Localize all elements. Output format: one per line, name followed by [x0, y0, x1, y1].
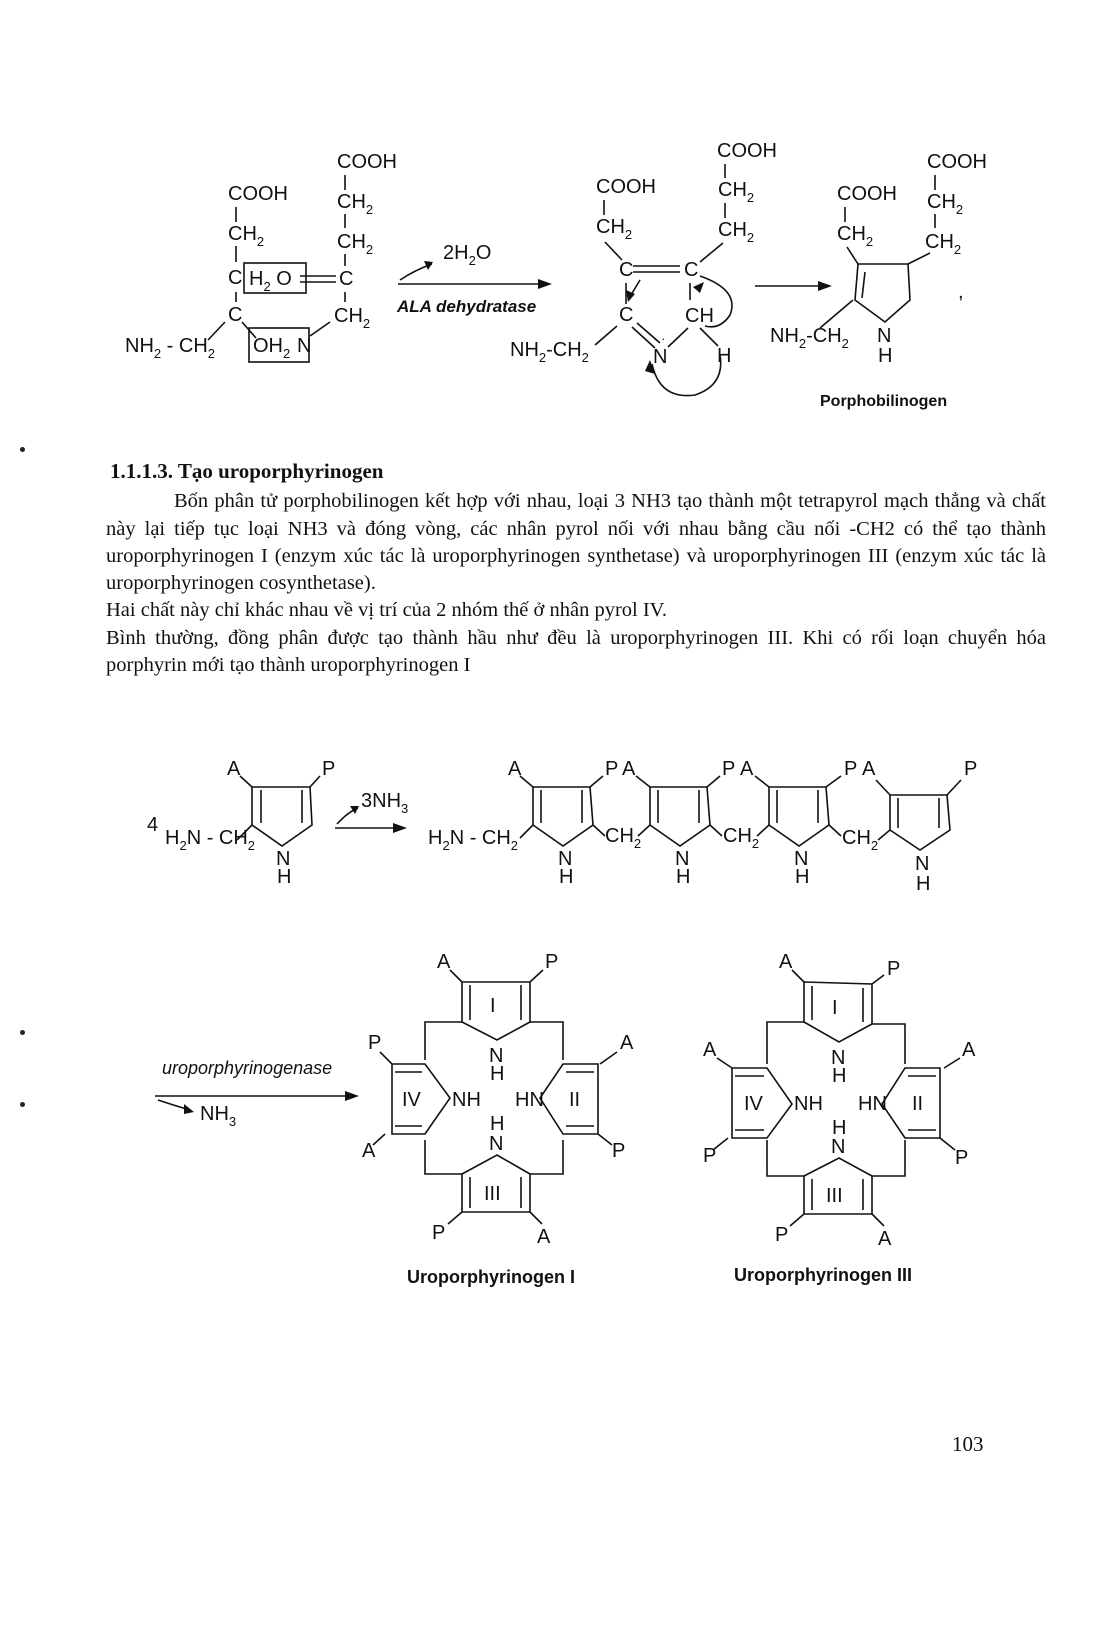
- svg-text:C: C: [228, 267, 243, 289]
- svg-text:H: H: [717, 345, 732, 367]
- svg-text:NH: NH: [452, 1089, 481, 1111]
- svg-text:I: I: [832, 997, 838, 1019]
- paragraph-2: Hai chất này chỉ khác nhau về vị trí của 2 nhóm thế ở nhân pyrol IV.: [106, 599, 667, 622]
- svg-text:CH2: $CH_2$: [334, 305, 371, 331]
- svg-text:N: N: [489, 1133, 504, 1155]
- svg-text:A: A: [362, 1140, 376, 1162]
- svg-text:A: A: [878, 1228, 892, 1250]
- svg-text:COOH: COOH: [927, 151, 987, 173]
- svg-text:N: N: [489, 1045, 504, 1067]
- svg-text:H: H: [490, 1063, 505, 1085]
- svg-text:A: A: [622, 758, 636, 780]
- uroporphyrinogen-III: [703, 951, 976, 1285]
- reaction-arrow-2: [755, 281, 832, 291]
- margin-mark: [20, 1030, 25, 1035]
- svg-text:P: P: [545, 951, 559, 973]
- svg-text:CH2: $CH_2$: [842, 827, 879, 853]
- svg-text:C: C: [228, 304, 243, 326]
- svg-text:P: P: [964, 758, 978, 780]
- svg-text:CH2: $CH_2$: [927, 191, 964, 217]
- svg-text:CH2: $CH_2$: [228, 223, 265, 249]
- section-heading: 1.1.1.3. Tạo uroporphyrinogen: [110, 459, 384, 483]
- svg-text:IV: IV: [402, 1089, 421, 1111]
- svg-text:C: C: [619, 304, 634, 326]
- svg-text:C: C: [619, 259, 634, 281]
- svg-text:H: H: [490, 1113, 505, 1135]
- svg-text:,: ,: [958, 281, 964, 303]
- svg-text:I: I: [490, 995, 496, 1017]
- svg-text:NH2-CH2: $NH_2-CH_2$: [770, 325, 849, 351]
- svg-text:H2N - CH2: $H_2N - CH_2$: [165, 827, 256, 853]
- svg-text:H: H: [878, 345, 893, 367]
- svg-text:A: A: [437, 951, 451, 973]
- svg-text:CH2: $CH_2$: [718, 219, 755, 245]
- svg-text:CH2: $CH_2$: [596, 216, 633, 242]
- svg-text:A: A: [703, 1039, 717, 1061]
- svg-text:NH3: $NH_3$: [200, 1103, 237, 1129]
- svg-text:N: N: [276, 848, 291, 870]
- svg-text:P: P: [775, 1224, 789, 1246]
- svg-text:CH: CH: [685, 305, 714, 327]
- svg-text:N: N: [915, 853, 930, 875]
- svg-text:A: A: [740, 758, 754, 780]
- svg-text:H: H: [277, 866, 292, 888]
- svg-text:A: A: [620, 1032, 634, 1054]
- reaction-arrow-1: [396, 242, 552, 316]
- svg-text:P: P: [612, 1140, 626, 1162]
- svg-text:H2 O: $H_2$ O: [249, 268, 292, 294]
- svg-text:A: A: [227, 758, 241, 780]
- svg-text:N: N: [675, 848, 690, 870]
- svg-text:COOH: COOH: [596, 176, 656, 198]
- svg-text:NH2 - CH2: $NH_2 - CH_2$: [125, 335, 216, 361]
- svg-text:III: III: [826, 1185, 843, 1207]
- svg-text:HN: HN: [515, 1089, 544, 1111]
- svg-text:H: H: [832, 1117, 847, 1139]
- enzyme-uroporphyrinogenase: uroporphyrinogenase: [162, 1058, 333, 1078]
- svg-text:P: P: [322, 758, 336, 780]
- uroporphyrinogen-I-label: Uroporphyrinogen I: [407, 1267, 575, 1287]
- svg-text:N: N: [831, 1136, 846, 1158]
- svg-text:N: N: [877, 325, 892, 347]
- svg-text:II: II: [912, 1093, 924, 1115]
- svg-text:P: P: [703, 1145, 717, 1167]
- svg-text:H: H: [916, 873, 931, 895]
- ala-molecule-left: [125, 151, 397, 362]
- reaction-arrow-3: [335, 790, 408, 833]
- svg-text:P: P: [368, 1032, 382, 1054]
- svg-text:N: N: [831, 1047, 846, 1069]
- svg-text:N: N: [297, 335, 312, 357]
- svg-text:IV: IV: [744, 1093, 763, 1115]
- svg-text:P: P: [955, 1147, 969, 1169]
- svg-text:N: N: [794, 848, 809, 870]
- margin-mark: [20, 447, 25, 452]
- svg-text:COOH: COOH: [228, 183, 288, 205]
- margin-mark: [20, 1102, 25, 1107]
- svg-text:H: H: [676, 866, 691, 888]
- uroporphyrinogen-I: [362, 951, 634, 1287]
- svg-text:CH2: $CH_2$: [837, 223, 874, 249]
- coefficient-4: 4: [147, 814, 159, 836]
- svg-text:CH2: $CH_2$: [337, 191, 374, 217]
- section-uroporphyrinogen: [106, 458, 1046, 679]
- svg-text:P: P: [722, 758, 736, 780]
- enzyme-ala-dehydratase: ALA dehydratase: [397, 297, 537, 316]
- svg-text:A: A: [779, 951, 793, 973]
- svg-text:II: II: [569, 1089, 581, 1111]
- linear-tetrapyrrole: [428, 758, 977, 895]
- svg-text:HN: HN: [858, 1093, 887, 1115]
- svg-text:N: N: [653, 346, 668, 368]
- svg-text:P: P: [844, 758, 858, 780]
- svg-text:CH2: $CH_2$: [925, 231, 962, 257]
- svg-text:OH2: $OH_2$: [253, 335, 291, 361]
- intermediate-molecule: [510, 140, 777, 396]
- cooh-label: COOH: [337, 151, 397, 173]
- svg-text:A: A: [508, 758, 522, 780]
- svg-text:COOH: COOH: [837, 183, 897, 205]
- svg-text:III: III: [484, 1183, 501, 1205]
- svg-text:CH2: $CH_2$: [723, 825, 760, 851]
- svg-text:A: A: [862, 758, 876, 780]
- svg-text:CH2: $CH_2$: [605, 825, 642, 851]
- pbg-monomer: [147, 758, 335, 888]
- porphobilinogen-molecule: [770, 151, 987, 410]
- svg-text:C: C: [684, 259, 699, 281]
- svg-text:P: P: [887, 958, 901, 980]
- svg-text:H: H: [559, 866, 574, 888]
- svg-text:CH2: $CH_2$: [718, 179, 755, 205]
- svg-text:H: H: [795, 866, 810, 888]
- svg-text:COOH: COOH: [717, 140, 777, 162]
- svg-text:A: A: [537, 1226, 551, 1248]
- reaction-arrow-4: [155, 1058, 359, 1129]
- svg-text:C: C: [339, 268, 354, 290]
- svg-text:NH2-CH2: $NH_2-CH_2$: [510, 339, 589, 365]
- page-number: 103: [952, 1432, 984, 1456]
- svg-text:2H2O: $2H_2O$: [443, 242, 492, 268]
- paragraph-3: Bình thường, đồng phân được tạo thành hầu như đều là uroporphyrinogen III. Khi có rối loạn chuyển hóa porphyrin mới tạo thành uroporphyrinogen I: [106, 626, 1046, 677]
- svg-text:P: P: [432, 1222, 446, 1244]
- uroporphyrinogen-III-label: Uroporphyrinogen III: [734, 1265, 912, 1285]
- svg-text:N: N: [558, 848, 573, 870]
- svg-text:H2N - CH2: $H_2N - CH_2$: [428, 827, 519, 853]
- paragraph-1: Bốn phân tử porphobilinogen kết hợp với nhau, loại 3 NH3 tạo thành một tetrapyrol mạch thẳng và chất này lại tiếp tục loại NH3 và đóng vòng, các nhân pyrol nối với nhau bằng cầu nối -CH2 có thể tạo thành uroporphyrinogen I (enzym xúc tác là uroporphyrinogen synthetase) và uroporphyrinogen III (enzym xúc tác là uroporphyrinogen cosynthetase).: [106, 490, 1046, 595]
- svg-text:CH2: $CH_2$: [337, 231, 374, 257]
- svg-text:3NH3: $3NH_3$: [361, 790, 409, 816]
- porphobilinogen-label: Porphobilinogen: [820, 393, 948, 410]
- svg-text:· ·: · ·: [653, 331, 666, 346]
- svg-text:H: H: [832, 1065, 847, 1087]
- svg-text:NH: NH: [794, 1093, 823, 1115]
- svg-text:A: A: [962, 1039, 976, 1061]
- svg-text:P: P: [605, 758, 619, 780]
